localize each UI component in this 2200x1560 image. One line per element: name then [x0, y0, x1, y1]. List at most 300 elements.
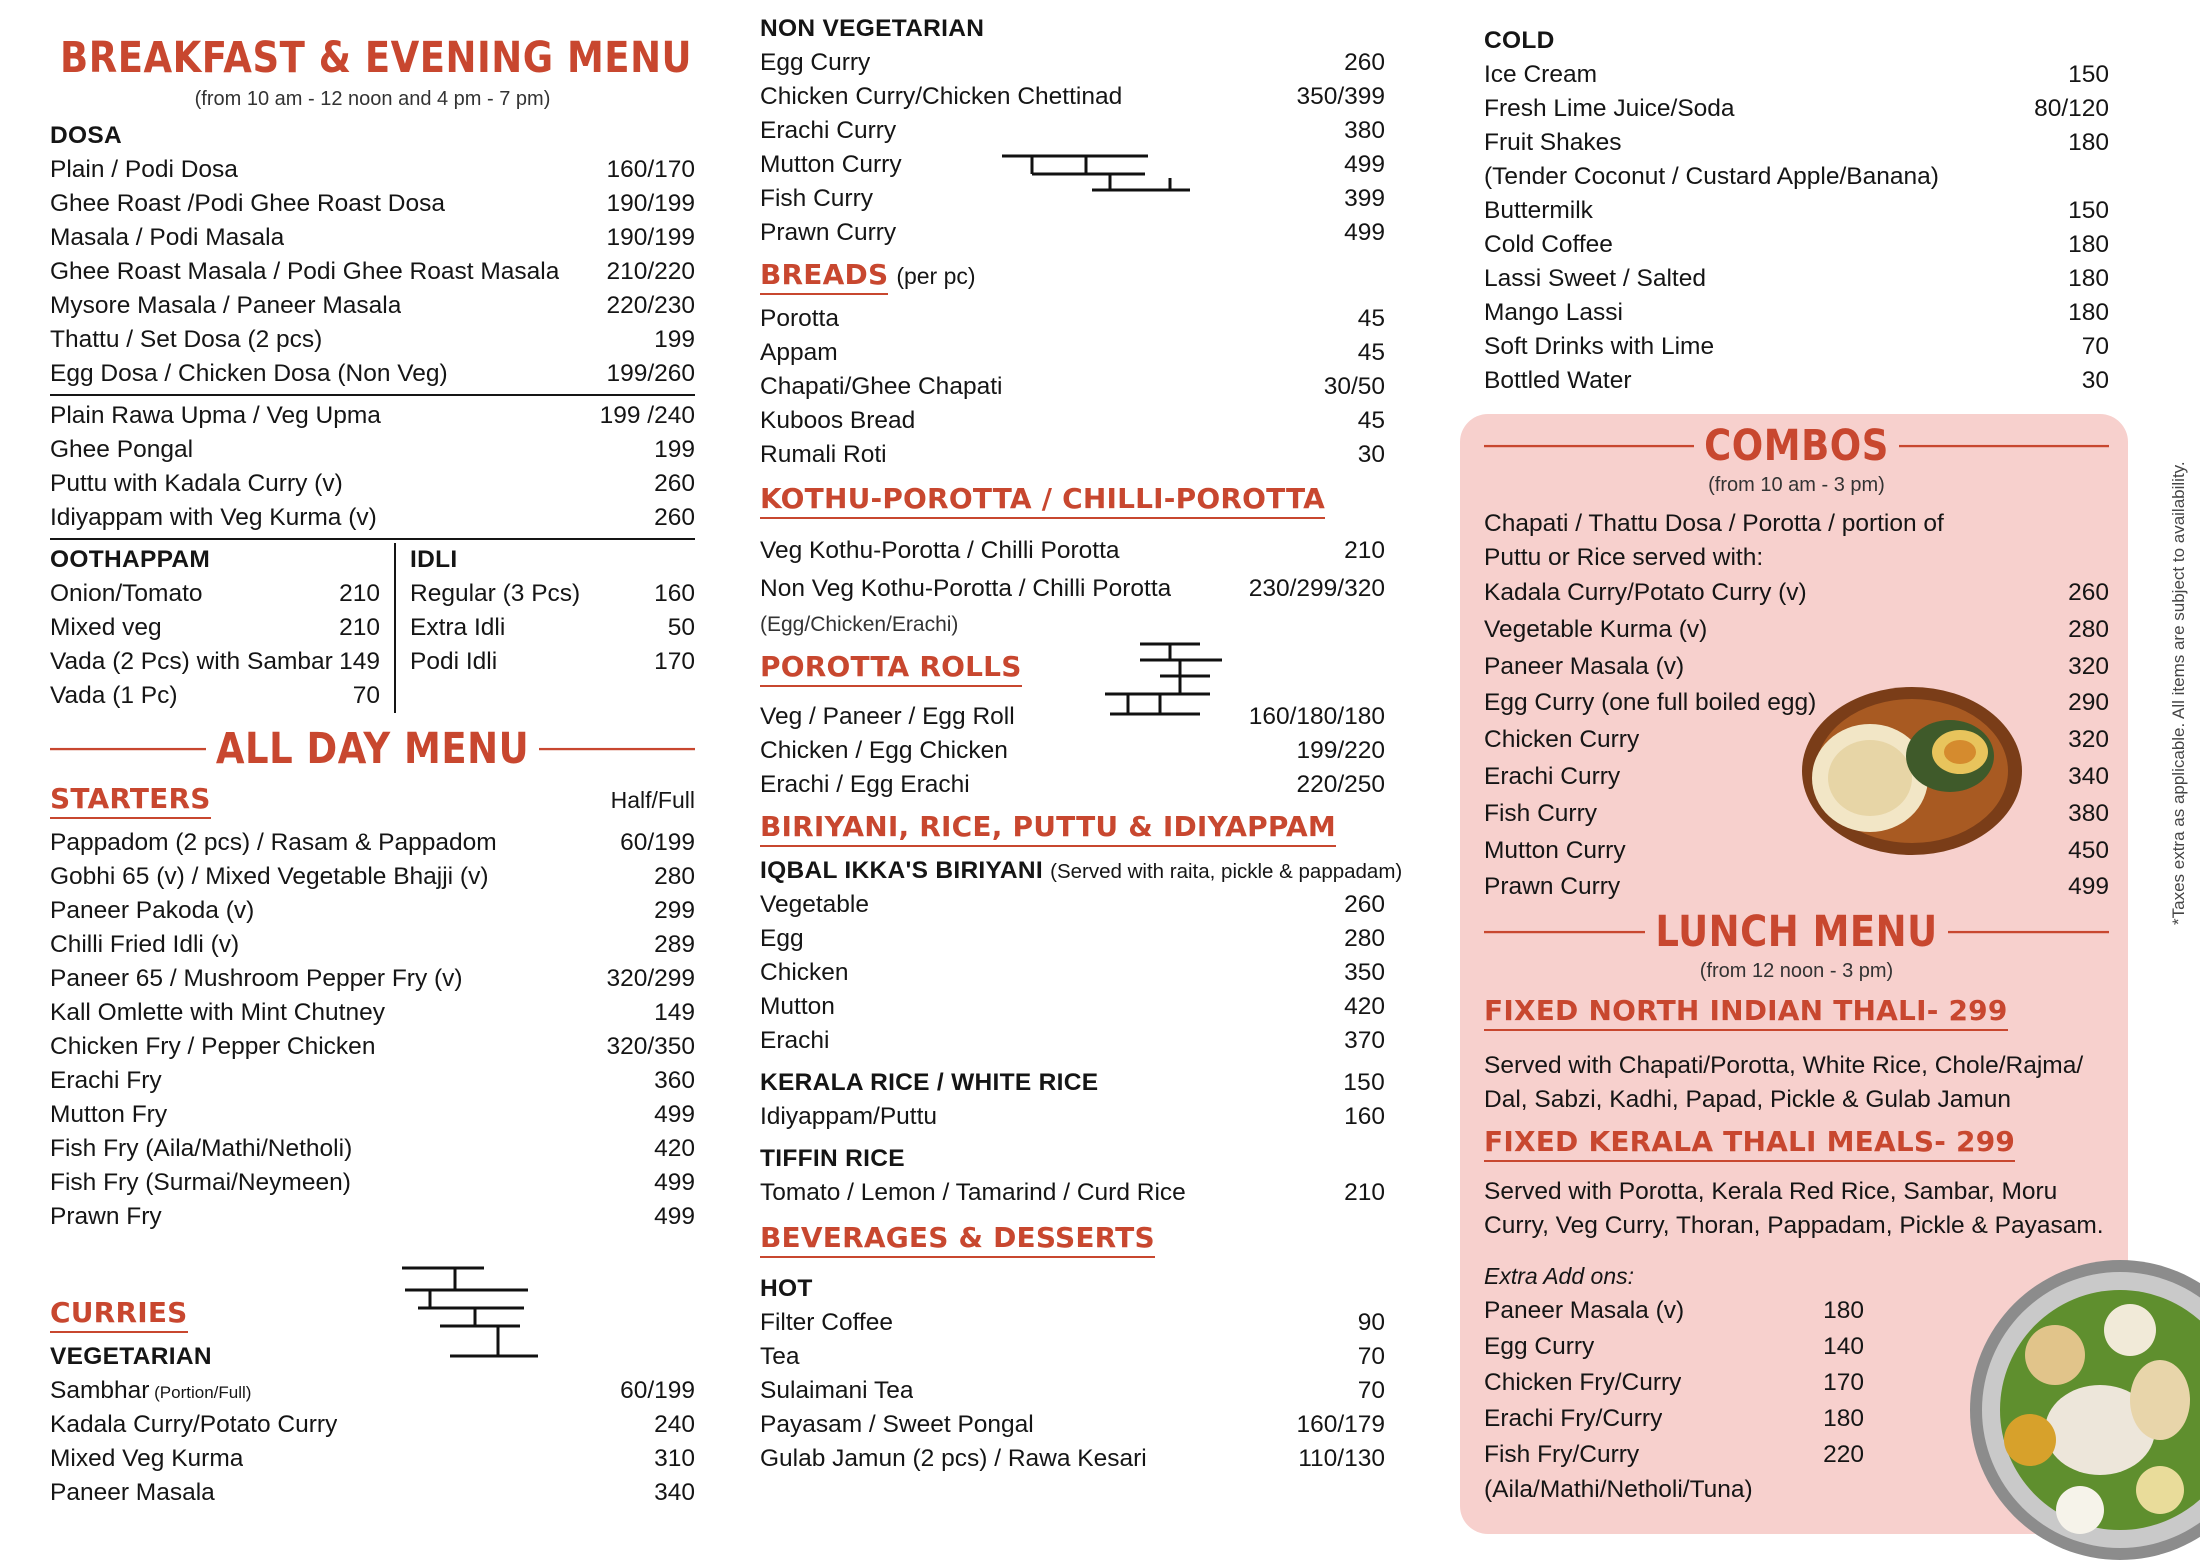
item-price: 45: [1357, 407, 1385, 434]
item-name: Kuboos Bread: [760, 407, 916, 434]
item-name: Payasam / Sweet Pongal: [760, 1411, 1034, 1438]
starters-col-label: Half/Full: [610, 786, 695, 813]
starter-item: [50, 1132, 695, 1166]
item-price: 50: [667, 614, 695, 641]
kerala-thali-heading: FIXED KERALA THALI MEALS- 299: [1484, 1125, 2015, 1162]
dosa-list: [50, 153, 695, 391]
item-name: Fish Curry: [760, 185, 873, 212]
starters-header: [50, 774, 695, 826]
cold-beverage-item: [1484, 126, 2109, 160]
dosa-item: [50, 187, 695, 221]
item-price: 110/130: [1298, 1445, 1385, 1472]
item-price: 160: [654, 580, 695, 607]
item-price: 30/50: [1323, 373, 1385, 400]
breakfast-timing: (from 10 am - 12 noon and 4 pm - 7 pm): [194, 88, 551, 110]
item-name: Paneer Masala (v): [1484, 652, 1685, 680]
item-name: Rumali Roti: [760, 441, 887, 468]
veg-curry-list: [50, 1374, 695, 1510]
item-name: Mixed veg: [50, 614, 162, 641]
oothappam-item: [50, 679, 380, 713]
hot-beverage-item: [760, 1408, 1385, 1442]
item-price: 80/120: [2034, 95, 2109, 122]
cold-beverage-item: [1484, 58, 2109, 92]
idiyappam-row: Idiyappam/Puttu 160: [760, 1103, 1385, 1130]
nonveg-curry-item: [760, 46, 1385, 80]
item-price: 280: [654, 863, 695, 890]
cold-beverage-item: [1484, 364, 2109, 398]
hot-heading: HOT: [760, 1275, 813, 1302]
item-name: Plain / Podi Dosa: [50, 156, 238, 183]
divider: [50, 394, 695, 396]
north-thali-heading: FIXED NORTH INDIAN THALI- 299: [1484, 994, 2008, 1031]
item-name: Mutton Curry: [1484, 836, 1626, 864]
starters-heading: STARTERS: [50, 782, 211, 819]
item-price: 180: [2068, 265, 2109, 292]
item-name: Onion/Tomato: [50, 580, 203, 607]
item-name: Erachi Fry: [50, 1067, 162, 1094]
starter-item: [50, 894, 695, 928]
addon-item: [1484, 1365, 1864, 1401]
starter-item: [50, 928, 695, 962]
kothu-note: (Egg/Chicken/Erachi): [760, 613, 959, 636]
column-cold: [1484, 0, 2109, 398]
kothu-heading: KOTHU-POROTTA / CHILLI-POROTTA: [760, 482, 1325, 519]
lunch-timing: (from 12 noon - 3 pm): [1699, 960, 1894, 983]
oothappam-item: [50, 611, 380, 645]
breakfast-item: [50, 433, 695, 467]
item-price: 90: [1357, 1309, 1385, 1336]
item-name: Chicken Fry / Pepper Chicken: [50, 1033, 376, 1060]
item-price: 340: [654, 1479, 695, 1506]
starter-item: [50, 860, 695, 894]
breakfast-title: BREAKFAST & EVENING MENU: [60, 32, 693, 83]
idli-item: [410, 577, 695, 611]
item-price: 499: [654, 1169, 695, 1196]
rolls-heading: POROTTA ROLLS: [760, 650, 1022, 687]
decorative-lines-icon: [1100, 640, 1225, 718]
breakfast-item: [50, 467, 695, 501]
item-name: Egg Curry: [760, 49, 871, 76]
addon-list: [1484, 1293, 1864, 1473]
nonveg-heading: NON VEGETARIAN: [760, 15, 985, 42]
dosa-item: [50, 357, 695, 391]
item-name: Chicken / Egg Chicken: [760, 737, 1008, 764]
addon-item: [1484, 1401, 1864, 1437]
taxes-note: [2160, 350, 2200, 930]
item-name: Ghee Pongal: [50, 436, 194, 463]
item-name: Appam: [760, 339, 838, 366]
item-price: 340: [2068, 762, 2109, 790]
item-name: Erachi Curry: [1484, 762, 1621, 790]
item-name: Egg Curry: [1484, 1333, 1595, 1361]
nonveg-curry-list: [760, 46, 1385, 250]
idli-list: [410, 577, 695, 679]
item-price: 190/199: [606, 224, 695, 251]
item-price: 260: [654, 504, 695, 531]
item-price: 289: [654, 931, 695, 958]
breakfast-item: [50, 501, 695, 535]
hot-beverage-list: [760, 1306, 1385, 1476]
hot-beverage-item: [760, 1306, 1385, 1340]
addons-heading: Extra Add ons:: [1484, 1263, 1635, 1290]
item-name: Paneer Masala: [50, 1479, 215, 1506]
starter-item: [50, 1064, 695, 1098]
item-name: Sambhar (Portion/Full): [50, 1377, 252, 1404]
item-price: 210: [339, 614, 380, 641]
combo-item: [1484, 649, 2109, 686]
item-price: 260: [1344, 891, 1385, 918]
idli-item: [410, 645, 695, 679]
starter-item: [50, 1098, 695, 1132]
item-price: 350/399: [1296, 83, 1385, 110]
item-name: Pappadom (2 pcs) / Rasam & Pappadom: [50, 829, 497, 856]
item-name: Vegetable: [760, 891, 869, 918]
combo-item: [1484, 575, 2109, 612]
item-name: Fish Fry/Curry: [1484, 1441, 1640, 1469]
item-price: 499: [654, 1203, 695, 1230]
dosa-heading: DOSA: [50, 122, 122, 149]
item-price: 30: [2081, 367, 2109, 394]
biriyani-list: [760, 888, 1385, 1058]
item-price: 70: [1357, 1343, 1385, 1370]
curries-heading: CURRIES: [50, 1296, 188, 1333]
item-name: Mysore Masala / Paneer Masala: [50, 292, 402, 319]
item-name: Kall Omlette with Mint Chutney: [50, 999, 385, 1026]
item-name: Gulab Jamun (2 pcs) / Rawa Kesari: [760, 1445, 1147, 1472]
allday-title: ALL DAY MENU: [50, 724, 695, 773]
item-price: 240: [654, 1411, 695, 1438]
biriyani-item: [760, 888, 1385, 922]
veg-curry-item: [50, 1476, 695, 1510]
kothu-list: [760, 532, 1385, 608]
kothu-item: [760, 570, 1385, 608]
biriyani-subheading: IQBAL IKKA'S BIRIYANI (Served with raita, pickle & pappadam): [760, 857, 1403, 884]
item-name: Sulaimani Tea: [760, 1377, 914, 1404]
divider: [50, 538, 695, 540]
item-name: Vegetable Kurma (v): [1484, 615, 1708, 643]
biriyani-item: [760, 956, 1385, 990]
item-price: 210: [339, 580, 380, 607]
breads-heading: BREADS: [760, 258, 888, 295]
roll-item: [760, 700, 1385, 734]
item-price: 280: [2068, 615, 2109, 643]
item-name: Plain Rawa Upma / Veg Upma: [50, 402, 381, 429]
item-name: Chapati/Ghee Chapati: [760, 373, 1003, 400]
item-name: Podi Idli: [410, 648, 498, 675]
oothappam-idli-block: [50, 543, 695, 713]
item-name: Chicken Curry/Chicken Chettinad: [760, 83, 1123, 110]
item-price: 45: [1357, 339, 1385, 366]
item-name: Non Veg Kothu-Porotta / Chilli Porotta: [760, 575, 1172, 602]
item-name: Puttu with Kadala Curry (v): [50, 470, 343, 497]
combo-item: [1484, 869, 2109, 906]
item-name: Cold Coffee: [1484, 231, 1613, 258]
item-name: Tea: [760, 1343, 800, 1370]
dosa-item: [50, 289, 695, 323]
decorative-lines-icon: [1000, 152, 1200, 194]
bread-item: [760, 302, 1385, 336]
item-name: Veg / Paneer / Egg Roll: [760, 703, 1015, 730]
item-price: 290: [2068, 689, 2109, 717]
breakfast-others-list: [50, 399, 695, 535]
thali-photo-icon: [1970, 1260, 2200, 1560]
item-note: (Portion/Full): [149, 1383, 252, 1402]
addon-item: [1484, 1293, 1864, 1329]
item-name: Prawn Curry: [760, 219, 897, 246]
item-price: 199/220: [1296, 737, 1385, 764]
item-name: Ghee Roast /Podi Ghee Roast Dosa: [50, 190, 445, 217]
starter-item: [50, 826, 695, 860]
item-price: 70: [1357, 1377, 1385, 1404]
item-price: 199 /240: [599, 402, 695, 429]
item-price: 160/179: [1296, 1411, 1385, 1438]
item-price: 360: [654, 1067, 695, 1094]
item-price: 199: [654, 326, 695, 353]
item-name: Kadala Curry/Potato Curry: [50, 1411, 338, 1438]
bread-item: [760, 438, 1385, 472]
item-name: Fresh Lime Juice/Soda: [1484, 95, 1735, 122]
item-price: 150: [2068, 61, 2109, 88]
kerala-thali-header: [1484, 1117, 2109, 1169]
item-price: 180: [2068, 129, 2109, 156]
item-name: Egg Curry (one full boiled egg): [1484, 689, 1817, 717]
item-name: Fish Fry (Surmai/Neymeen): [50, 1169, 351, 1196]
breads-note: (per pc): [896, 262, 976, 289]
item-price: 299: [654, 897, 695, 924]
item-name: Fruit Shakes: [1484, 129, 1622, 156]
item-name: Masala / Podi Masala: [50, 224, 285, 251]
veg-heading: VEGETARIAN: [50, 1343, 212, 1370]
item-name: Erachi Fry/Curry: [1484, 1405, 1663, 1433]
item-price: 190/199: [606, 190, 695, 217]
item-price: 199: [654, 436, 695, 463]
item-name: Mutton Fry: [50, 1101, 168, 1128]
item-name: Mutton: [760, 993, 835, 1020]
cold-beverage-list: [1484, 58, 2109, 398]
north-thali-desc: Served with Chapati/Porotta, White Rice, Chole/Rajma/ Dal, Sabzi, Kadhi, Papad, Pickle & Gulab Jamun: [1484, 1052, 2084, 1114]
item-price: 420: [1344, 993, 1385, 1020]
item-name: Lassi Sweet / Salted: [1484, 265, 1706, 292]
item-price: 60/199: [620, 829, 695, 856]
combo-item: [1484, 612, 2109, 649]
biriyani-item: [760, 922, 1385, 956]
item-price: 499: [1344, 151, 1385, 178]
oothappam-item: [50, 645, 380, 679]
item-name: Erachi Curry: [760, 117, 897, 144]
column-breakfast: [50, 0, 695, 1510]
breads-list: [760, 302, 1385, 472]
item-price: 30: [1357, 441, 1385, 468]
item-name: Porotta: [760, 305, 839, 332]
item-name: Bottled Water: [1484, 367, 1632, 394]
item-name: Paneer 65 / Mushroom Pepper Fry (v): [50, 965, 463, 992]
item-price: 380: [1344, 117, 1385, 144]
lunch-title: LUNCH MENU: [1484, 907, 2109, 956]
item-name: Extra Idli: [410, 614, 506, 641]
biriyani-header: [760, 802, 1385, 854]
item-price: 280: [1344, 925, 1385, 952]
item-price: 150: [2068, 197, 2109, 224]
decorative-lines-icon: [400, 1264, 545, 1360]
kerala-rice-row: KERALA RICE / WHITE RICE 150: [760, 1069, 1385, 1096]
item-name: Egg: [760, 925, 804, 952]
item-price: 140: [1823, 1333, 1864, 1361]
appam-photo-icon: [1800, 686, 2025, 856]
item-name: Fish Fry (Aila/Mathi/Netholi): [50, 1135, 353, 1162]
cold-beverage-item: [1484, 330, 2109, 364]
starters-list: [50, 826, 695, 1234]
biriyani-item: [760, 990, 1385, 1024]
item-name: Fish Curry: [1484, 799, 1597, 827]
biriyani-note: (Served with raita, pickle & pappadam): [1050, 860, 1403, 883]
item-price: 180: [1823, 1405, 1864, 1433]
dosa-item: [50, 221, 695, 255]
dosa-item: [50, 323, 695, 357]
dosa-item: [50, 255, 695, 289]
kerala-thali-desc: Served with Porotta, Kerala Red Rice, Sambar, Moru Curry, Veg Curry, Thoran, Pappadam, Pickle & Payasam.: [1484, 1178, 2104, 1240]
tiffin-heading: TIFFIN RICE: [760, 1145, 905, 1172]
idli-item: [410, 611, 695, 645]
item-name: Mixed Veg Kurma: [50, 1445, 244, 1472]
item-name: Paneer Masala (v): [1484, 1297, 1685, 1325]
hot-beverage-item: [760, 1340, 1385, 1374]
biriyani-item: [760, 1024, 1385, 1058]
combos-intro-1: Chapati / Thattu Dosa / Porotta / portion of: [1484, 510, 1944, 537]
item-price: 180: [2068, 299, 2109, 326]
item-name: Buttermilk: [1484, 197, 1593, 224]
item-price: 350: [1344, 959, 1385, 986]
item-price: 210: [1344, 537, 1385, 564]
item-price: 420: [654, 1135, 695, 1162]
oothappam-item: [50, 577, 380, 611]
item-name: Chilli Fried Idli (v): [50, 931, 240, 958]
cold-beverage-item: [1484, 160, 2109, 194]
starter-item: [50, 1030, 695, 1064]
cold-heading: COLD: [1484, 27, 1555, 54]
item-price: 149: [339, 648, 380, 675]
kothu-item: [760, 532, 1385, 570]
addons-note: (Aila/Mathi/Netholi/Tuna): [1484, 1476, 1753, 1504]
item-price: 370: [1344, 1027, 1385, 1054]
item-name: Erachi: [760, 1027, 830, 1054]
item-name: Idiyappam with Veg Kurma (v): [50, 504, 377, 531]
cold-beverage-item: [1484, 262, 2109, 296]
item-name: Chicken: [760, 959, 849, 986]
addon-item: [1484, 1329, 1864, 1365]
nonveg-curry-item: [760, 114, 1385, 148]
item-price: 180: [1823, 1297, 1864, 1325]
item-price: 260: [2068, 579, 2109, 606]
combos-title: COMBOS: [1484, 421, 2109, 470]
item-name: Chicken Curry: [1484, 726, 1640, 754]
item-price: 499: [1344, 219, 1385, 246]
breakfast-item: [50, 399, 695, 433]
veg-curry-item: [50, 1442, 695, 1476]
north-thali-header: [1484, 985, 2109, 1039]
addon-item: [1484, 1437, 1864, 1473]
item-price: 60/199: [620, 1377, 695, 1404]
bread-item: [760, 404, 1385, 438]
item-price: 180: [2068, 231, 2109, 258]
item-name: Ghee Roast Masala / Podi Ghee Roast Masala: [50, 258, 560, 285]
item-name: (Tender Coconut / Custard Apple/Banana): [1484, 163, 1939, 190]
hot-beverage-item: [760, 1374, 1385, 1408]
item-price: 320/299: [606, 965, 695, 992]
svg-text:*Taxes extra as applicable. Al: *Taxes extra as applicable. All items are subject to availability.: [2169, 461, 2188, 925]
item-price: 170: [1823, 1369, 1864, 1397]
item-price: 160/180/180: [1248, 703, 1385, 730]
idli-block: [396, 543, 695, 713]
item-price: 380: [2068, 799, 2109, 827]
item-price: 320/350: [606, 1033, 695, 1060]
oothappam-heading: OOTHAPPAM: [50, 546, 211, 573]
item-name: Soft Drinks with Lime: [1484, 333, 1715, 360]
item-name: Chicken Fry/Curry: [1484, 1369, 1682, 1397]
item-price: 70: [2081, 333, 2109, 360]
item-price: 45: [1357, 305, 1385, 332]
cold-beverage-item: [1484, 92, 2109, 126]
item-price: 70: [352, 682, 380, 709]
item-name: Mutton Curry: [760, 151, 902, 178]
combos-intro-2: Puttu or Rice served with:: [1484, 544, 1764, 571]
item-name: Regular (3 Pcs): [410, 580, 581, 607]
veg-curry-item: [50, 1374, 695, 1408]
item-name: Vada (1 Pc): [50, 682, 178, 709]
item-name: Vada (2 Pcs) with Sambar: [50, 648, 333, 675]
oothappam-block: [50, 543, 396, 713]
item-price: 260: [1344, 49, 1385, 76]
starter-item: [50, 996, 695, 1030]
item-price: 220/250: [1296, 771, 1385, 798]
item-price: 399: [1344, 185, 1385, 212]
item-name: Thattu / Set Dosa (2 pcs): [50, 326, 323, 353]
item-price: 310: [654, 1445, 695, 1472]
cold-beverage-item: [1484, 296, 2109, 330]
item-price: 210/220: [606, 258, 695, 285]
item-name: Ice Cream: [1484, 61, 1598, 88]
item-price: 260: [654, 470, 695, 497]
tiffin-row: Tomato / Lemon / Tamarind / Curd Rice 210: [760, 1179, 1385, 1206]
bread-item: [760, 370, 1385, 404]
item-price: 220/230: [606, 292, 695, 319]
curries-header: [50, 1288, 695, 1340]
item-price: 170: [654, 648, 695, 675]
item-price: 320: [2068, 726, 2109, 754]
hot-beverage-item: [760, 1442, 1385, 1476]
roll-item: [760, 768, 1385, 802]
item-price: 499: [2068, 873, 2109, 901]
column-allday: [760, 0, 1403, 1476]
veg-curry-item: [50, 1408, 695, 1442]
combos-timing: (from 10 am - 3 pm): [1708, 474, 1885, 496]
item-price: 450: [2068, 836, 2109, 864]
item-price: 230/299/320: [1248, 575, 1385, 602]
breads-header: [760, 250, 1385, 302]
item-name: Paneer Pakoda (v): [50, 897, 255, 924]
rolls-header: [760, 642, 1385, 694]
item-name: Mango Lassi: [1484, 299, 1623, 326]
oothappam-list: [50, 577, 380, 713]
item-name: Erachi / Egg Erachi: [760, 771, 970, 798]
item-name: Gobhi 65 (v) / Mixed Vegetable Bhajji (v): [50, 863, 489, 890]
item-price: 499: [654, 1101, 695, 1128]
nonveg-curry-item: [760, 216, 1385, 250]
item-name: Prawn Curry: [1484, 873, 1621, 901]
dosa-item: [50, 153, 695, 187]
bev-header: [760, 1210, 1385, 1268]
bread-item: [760, 336, 1385, 370]
kothu-header: [760, 472, 1385, 528]
